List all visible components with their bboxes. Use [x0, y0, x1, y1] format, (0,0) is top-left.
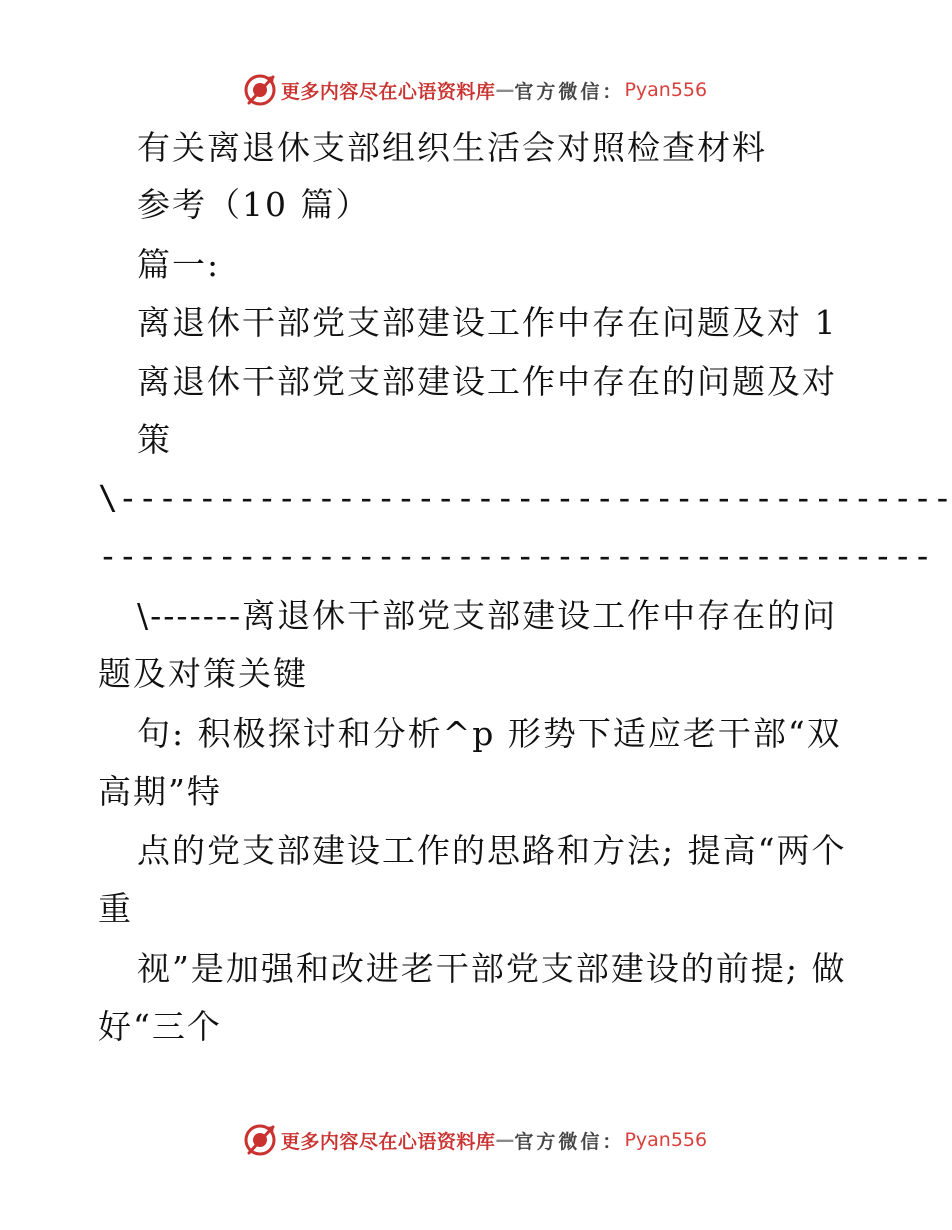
heading-line-2: 策: [137, 420, 172, 459]
heading-line-1: 离退休干部党支部建设工作中存在的问题及对: [137, 362, 837, 401]
paragraph-4-line-2: 好“三个: [98, 1007, 222, 1046]
document-title-line-2: 参考（10 篇）: [137, 185, 371, 224]
paragraph-3-line-1: 点的党支部建设工作的思路和方法; 提高“两个: [137, 831, 847, 870]
paragraph-2-line-1: 句: 积极探讨和分析^p 形势下适应老干部“双: [137, 714, 842, 753]
banner-wechat-label: 官方微信：: [514, 80, 625, 103]
paragraph-1-line-1: \-------离退休干部党支部建设工作中存在的问: [137, 596, 838, 635]
banner-separator: —: [495, 79, 515, 101]
paragraph-4-line-1: 视”是加强和改进老干部党支部建设的前提; 做: [137, 949, 847, 988]
document-title-line-1: 有关离退休支部组织生活会对照检查材料: [137, 128, 767, 167]
footer-wechat-id: Pyan556: [624, 1129, 708, 1151]
paragraph-2-line-2: 高期”特: [98, 772, 222, 811]
paragraph-3-line-2: 重: [98, 889, 133, 928]
toc-entry: 离退休干部党支部建设工作中存在问题及对 1: [137, 303, 838, 342]
paragraph-1-line-2: 题及对策关键: [98, 654, 308, 693]
footer-wechat-label: 官方微信：: [514, 1130, 625, 1153]
banner-main-text: 更多内容尽在心语资料库: [280, 80, 496, 103]
footer-banner: [0, 1120, 950, 1160]
rule-line-2: ------------------------------------------: [98, 536, 933, 575]
footer-main-text: 更多内容尽在心语资料库: [280, 1130, 496, 1153]
pen-nib-logo-icon: [243, 1123, 277, 1157]
banner-wechat-id: Pyan556: [624, 79, 708, 101]
footer-separator: —: [495, 1129, 515, 1151]
rule-line-1: \------------------------------------------: [98, 478, 952, 517]
section-label: 篇一:: [137, 245, 221, 284]
